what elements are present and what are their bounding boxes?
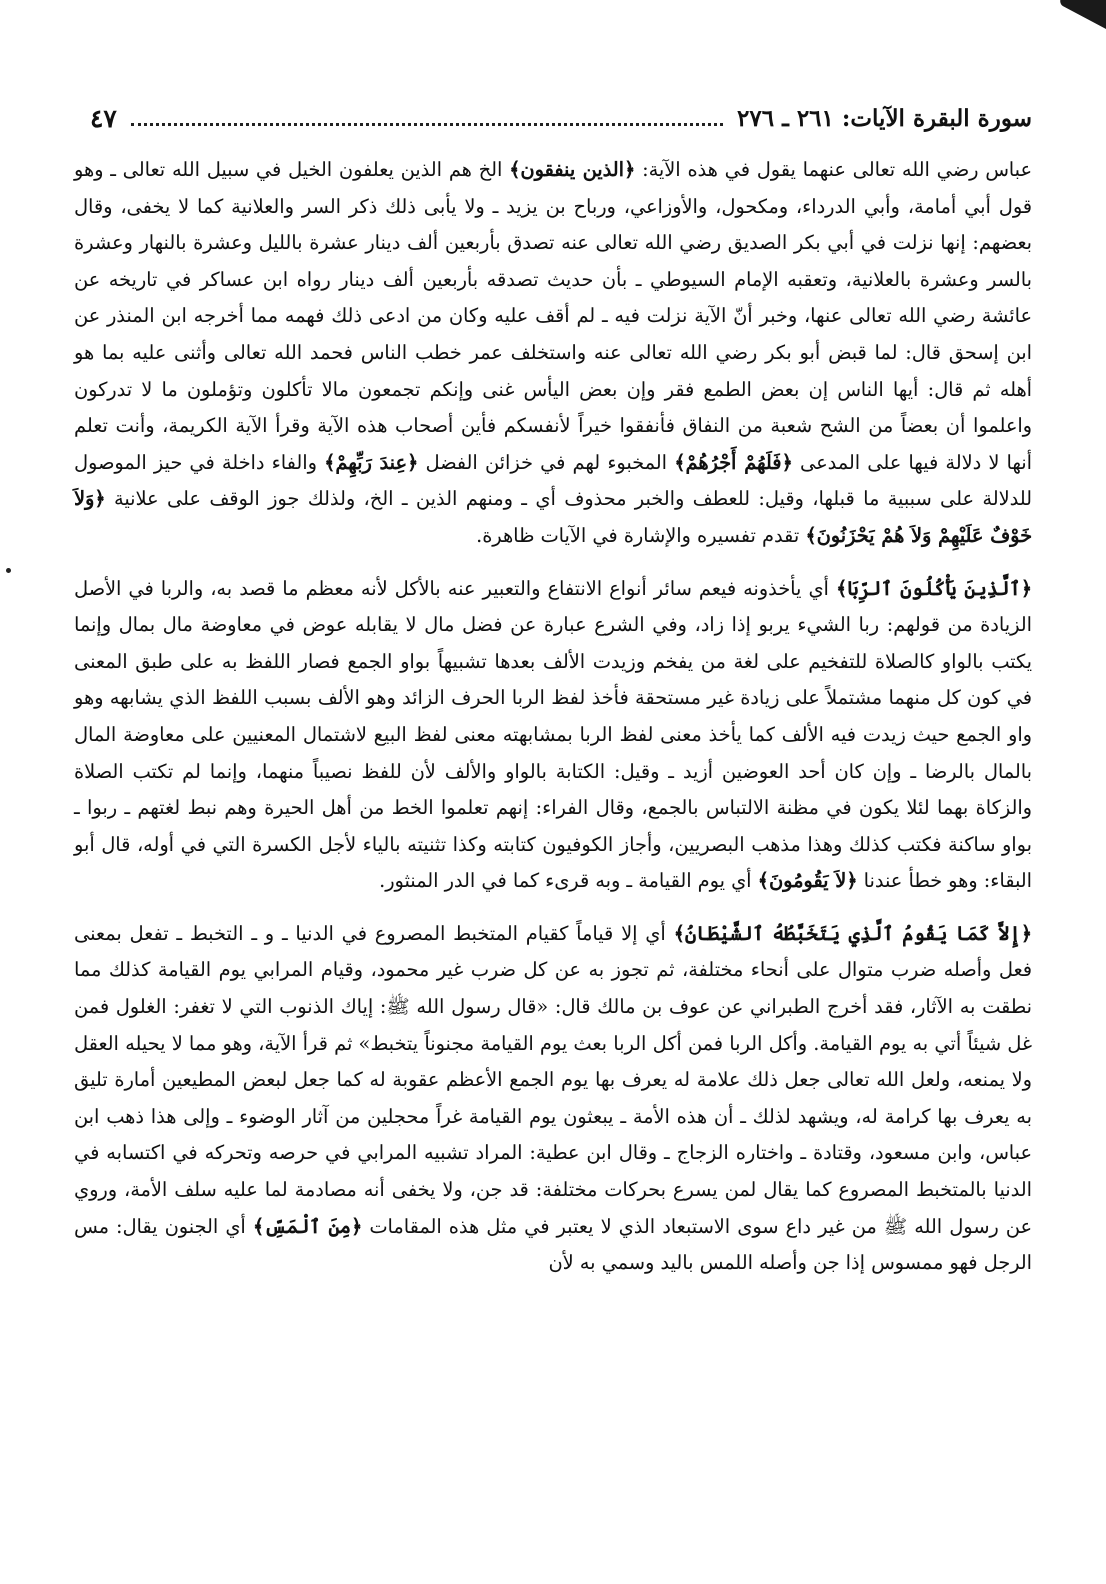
quran-quote: ﴿وَلاَ خَوْفٌ عَلَيْهِمْ وَلاَ هُمْ يَحْزَنُونَ﴾ bbox=[74, 487, 1032, 547]
scan-corner-mark bbox=[1058, 0, 1106, 32]
ayah-range: ٢٦١ ـ ٢٧٦ bbox=[737, 104, 834, 132]
paragraph bbox=[74, 571, 1032, 900]
commentary-text: أي يوم القيامة ـ وبه قرىء كما في الدر المنثور. bbox=[379, 869, 758, 893]
quran-quote: ﴿فَلَهُمْ أَجْرُهُمْ﴾ bbox=[674, 450, 793, 474]
commentary-text: أي إلا قياماً كقيام المتخبط المصروع في الدنيا ـ و ـ التخبط ـ تفعل بمعنى فعل وأصله ضرب متوال على أنحاء مختلفة، ثم تجوز به عن كل ضرب غير محمود، وقيام المرابي يوم القيامة كذلك مما نطقت به الآثار، فقد أخرج الطبراني عن عوف بن مالك قال: «قال رسول الله ﷺ: إياك الذنوب التي لا تغفر: الغلول فمن غل شيئاً أتي به يوم القيامة. وأكل الربا فمن أكل الربا بعث يوم القيامة مجنوناً يتخبط» ثم قرأ الآية، وهو مما لا يحيله العقل ولا يمنعه، ولعل الله تعالى جعل ذلك علامة له يعرف بها يوم الجمع الأعظم عقوبة له كما جعل لبعض المطيعين أمارة تليق به يعرف بها كرامة له، ويشهد لذلك ـ أن هذه الأمة ـ يبعثون يوم القيامة غراً محجلين من آثار الوضوء ـ وإلى هذا ذهب ابن عباس، وابن مسعود، وقتادة ـ واختاره الزجاج ـ وقال ابن عطية: المراد تشبيه المرابي في حرصه وتحركه في اكتسابه في الدنيا بالمتخبط المصروع كما يقال لمن يسرع بحركات مختلفة: قد جن، ولا يخفى أنه مصادمة لما عليه سلف الأمة، وروي عن رسول الله ﷺ من غير داع سوى الاستبعاد الذي لا يعتبر في مثل هذه المقامات bbox=[74, 921, 1032, 1238]
commentary-text: والفاء داخلة في حيز الموصول للدلالة على سببية ما قبلها، وقيل: للعطف والخبر محذوف أي ـ ومنهم الذين ـ الخ، ولذلك جوز الوقف على علانية bbox=[74, 450, 1032, 511]
scan-speck bbox=[6, 568, 11, 573]
header-leader-dots bbox=[131, 123, 723, 126]
quran-quote: ﴿الذين ينفقون﴾ bbox=[509, 158, 636, 181]
quran-quote: ﴿إِلاَّ كَمَا يَقُومُ ٱلَّذِي يَتَخَبَّطُهُ ٱلشَّيْطَانُ﴾ bbox=[673, 921, 1032, 945]
quran-quote: ﴿ٱلَّذِينَ يَأْكُلُونَ ٱلرِّبَا﴾ bbox=[835, 576, 1032, 600]
commentary-text: عباس رضي الله تعالى عنهما يقول في هذه الآية: bbox=[635, 158, 1032, 181]
page-body bbox=[74, 152, 1032, 1574]
commentary-text: المخبوء لهم في خزائن الفضل bbox=[418, 450, 675, 474]
quran-quote: ﴿لاَ يَقُومُونَ﴾ bbox=[757, 869, 858, 893]
commentary-text: الخ هم الذين يعلفون الخيل في سبيل الله تعالى ـ وهو قول أبي أمامة، وأبي الدرداء، ومكحول، والأوزاعي، ورباح بن يزيد ـ ولا يأبى ذلك ذكر السر والعلانية كما لا يخفى، وقال بعضهم: إنها نزلت في أبي بكر الصديق رضي الله تعالى عنه تصدق بأربعين ألف دينار عشرة بالليل وعشرة بالنهار وعشرة بالسر وعشرة بالعلانية، وتعقبه الإمام السيوطي ـ بأن حديث تصدقه بأربعين ألف دينار رواه ابن عساكر في تاريخه عن عائشة رضي الله تعالى عنها، وخبر أنّ الآية نزلت فيه ـ لم أقف عليه وكان من ادعى ذلك فهمه مما أخرجه ابن المنذر عن ابن إسحق قال: لما قبض أبو بكر رضي الله تعالى عنه واستخلف عمر خطب الناس فحمد الله تعالى وأثنى عليه بما هو أهله ثم قال: أيها الناس إن بعض الطمع فقر وإن بعض اليأس غنى وإنكم تجمعون مالا تأكلون وتؤملون ما لا تدركون واعلموا أن بعضاً من الشح شعبة من النفاق فأنفقوا خيراً لأنفسكم فأين أصحاب هذه الآية وقرأ الآية الكريمة، وأنت تعلم أنها لا دلالة فيها على المدعى bbox=[74, 158, 1033, 474]
commentary-text: أي الجنون يقال: مس الرجل فهو ممسوس إذا جن وأصله اللمس باليد وسمي به لأن bbox=[74, 1214, 1032, 1275]
commentary-text: تقدم تفسيره والإشارة في الآيات ظاهرة. bbox=[476, 523, 806, 547]
paragraph bbox=[74, 152, 1032, 555]
surah-title: سورة البقرة الآيات: bbox=[841, 104, 1032, 132]
commentary-text: أي يأخذونه فيعم سائر أنواع الانتفاع والتعبير عنه بالأكل لأنه معظم ما قصد به، والربا في الأصل الزيادة من قولهم: ربا الشيء يربو إذا زاد، وفي الشرع عبارة عن فضل مال لا يقابله عوض في معاوضة مال بمال وإنما يكتب بالواو كالصلاة للتفخيم على لغة من يفخم وزيدت الألف بعدها تشبيهاً بواو الجمع فصار اللفظ به على طبق المعنى في كون كل منهما مشتملاً على زيادة غير مستحقة فأخذ لفظ الربا الحرف الزائد وهو الألف بسبب اللفظ الذي يشابهه وهو واو الجمع حيث زيدت فيه الألف كما يأخذ معنى لفظ الربا بمشابهته معنى لفظ البيع لاشتمال المعنيين على معاوضة المال بالمال بالرضا ـ وإن كان أحد العوضين أزيد ـ وقيل: الكتابة بالواو والألف لأن للفظ نصيباً منهما، وإنما لم تكتب الصلاة والزكاة بهما لئلا يكون في مظنة الالتباس بالجمع، وقال الفراء: إنهم تعلموا الخط من أهل الحيرة وهم نبط لغتهم ـ ربوا ـ بواو ساكنة فكتب كذلك وهذا مذهب البصريين، وأجاز الكوفيون كتابته وكذا تثنيته بالياء لأجل الكسرة التي في أوله، قال أبو البقاء: وهو خطأ عندنا bbox=[74, 576, 1032, 893]
quran-quote: ﴿مِنَ ٱلْمَسِّ﴾ bbox=[252, 1214, 363, 1238]
quran-quote: ﴿عِندَ رَبِّهِمْ﴾ bbox=[324, 450, 419, 474]
paragraph bbox=[74, 916, 1032, 1282]
running-header bbox=[90, 96, 1032, 140]
page-number: ٤٧ bbox=[90, 103, 117, 133]
